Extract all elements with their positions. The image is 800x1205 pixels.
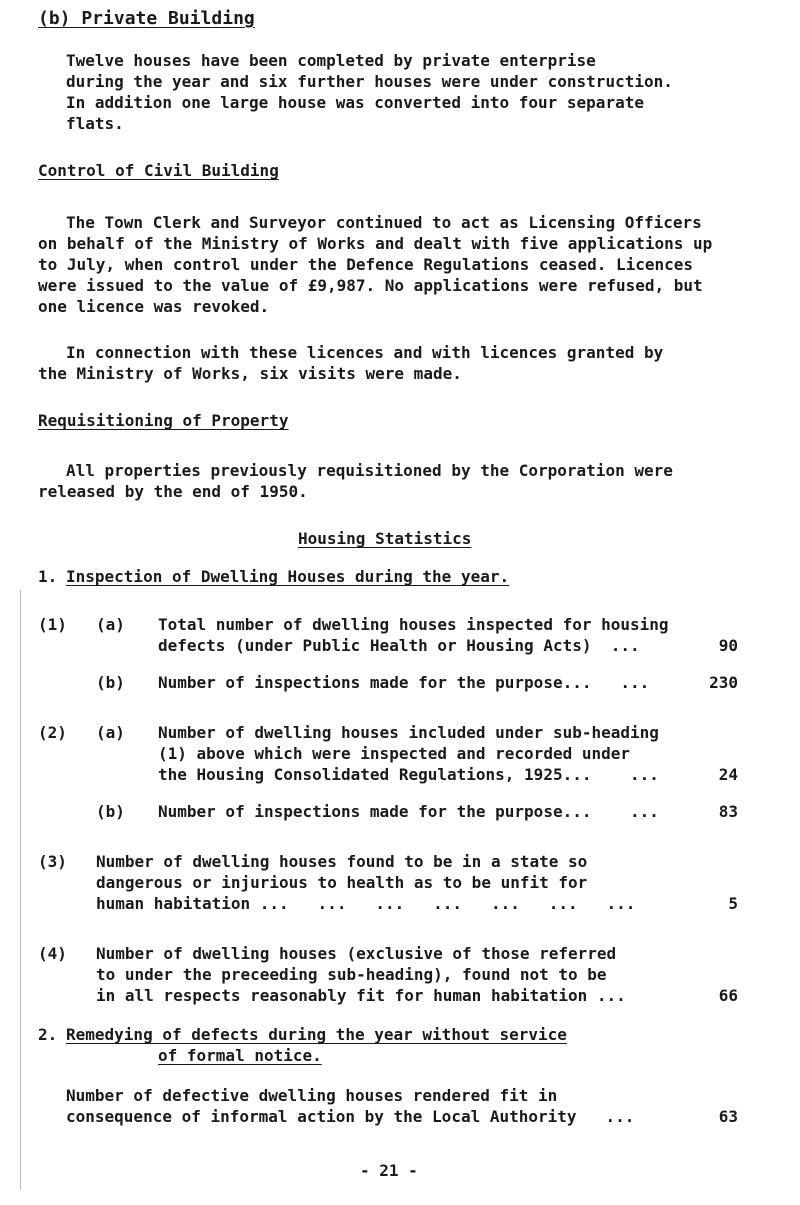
control-paragraph-line: to July, when control under the Defence Regulations ceased. Licences (38, 255, 694, 274)
item-1b-value: 230 (709, 673, 738, 692)
item-4-line: to under the preceeding sub-heading), found not to be (96, 965, 607, 984)
section-1-title: Inspection of Dwelling Houses during the year. (66, 567, 510, 586)
item-2-number: (2) (38, 723, 67, 742)
item-3-number: (3) (38, 852, 67, 871)
requisition-line: released by the end of 1950. (38, 482, 308, 501)
section-2-title: Remedying of defects during the year without service (66, 1025, 567, 1044)
control-paragraph-line: one licence was revoked. (38, 297, 270, 316)
section-2-number: 2. (38, 1025, 58, 1044)
section-1-number: 1. (38, 567, 58, 586)
item-2b-letter: (b) (96, 802, 125, 821)
private-building-line: flats. (66, 114, 124, 133)
item-1a-line: defects (under Public Health or Housing Acts) ... (158, 636, 640, 655)
control-paragraph-line: the Ministry of Works, six visits were made. (38, 364, 462, 383)
control-paragraph-line: on behalf of the Ministry of Works and dealt with five applications up (38, 234, 713, 253)
control-paragraph-line: In connection with these licences and with licences granted by (66, 343, 664, 362)
item-1b-letter: (b) (96, 673, 125, 692)
item-3-line: dangerous or injurious to health as to be unfit for (96, 873, 588, 892)
item-4-value: 66 (718, 986, 738, 1005)
private-building-line: during the year and six further houses were under construction. (66, 72, 673, 91)
item-4-line: in all respects reasonably fit for human habitation ... (96, 986, 626, 1005)
control-paragraph-line: The Town Clerk and Surveyor continued to act as Licensing Officers (66, 213, 702, 232)
item-2b-line: Number of inspections made for the purpose... ... (158, 802, 659, 821)
item-2a-letter: (a) (96, 723, 125, 742)
section-2-value: 63 (718, 1107, 738, 1126)
item-1-number: (1) (38, 615, 67, 634)
page-number: - 21 - (360, 1161, 418, 1180)
section-2-line: Number of defective dwelling houses rendered fit in (66, 1086, 558, 1105)
item-2a-line: Number of dwelling houses included under sub-heading (158, 723, 659, 742)
item-3-line: human habitation ... ... ... ... ... ... ... (96, 894, 636, 913)
margin-line (20, 590, 21, 1190)
private-building-line: In addition one large house was converted into four separate (66, 93, 644, 112)
item-1a-letter: (a) (96, 615, 125, 634)
item-1b-line: Number of inspections made for the purpose... ... (158, 673, 650, 692)
item-4-line: Number of dwelling houses (exclusive of those referred (96, 944, 617, 963)
control-heading: Control of Civil Building (38, 161, 279, 180)
requisition-heading: Requisitioning of Property (38, 411, 289, 430)
item-1a-value: 90 (718, 636, 738, 655)
item-2a-value: 24 (718, 765, 738, 784)
private-building-heading: (b) Private Building (38, 8, 255, 29)
control-paragraph-line: were issued to the value of £9,987. No applications were refused, but (38, 276, 703, 295)
section-2-title: of formal notice. (158, 1046, 322, 1065)
section-2-line: consequence of informal action by the Local Authority ... (66, 1107, 635, 1126)
item-3-value: 5 (728, 894, 738, 913)
item-3-line: Number of dwelling houses found to be in a state so (96, 852, 588, 871)
requisition-line: All properties previously requisitioned by the Corporation were (66, 461, 673, 480)
housing-statistics-heading: Housing Statistics (298, 529, 472, 548)
item-2b-value: 83 (718, 802, 738, 821)
item-1a-line: Total number of dwelling houses inspected for housing (158, 615, 669, 634)
item-2a-line: the Housing Consolidated Regulations, 1925... ... (158, 765, 659, 784)
private-building-line: Twelve houses have been completed by private enterprise (66, 51, 596, 70)
item-4-number: (4) (38, 944, 67, 963)
item-2a-line: (1) above which were inspected and recorded under (158, 744, 631, 763)
